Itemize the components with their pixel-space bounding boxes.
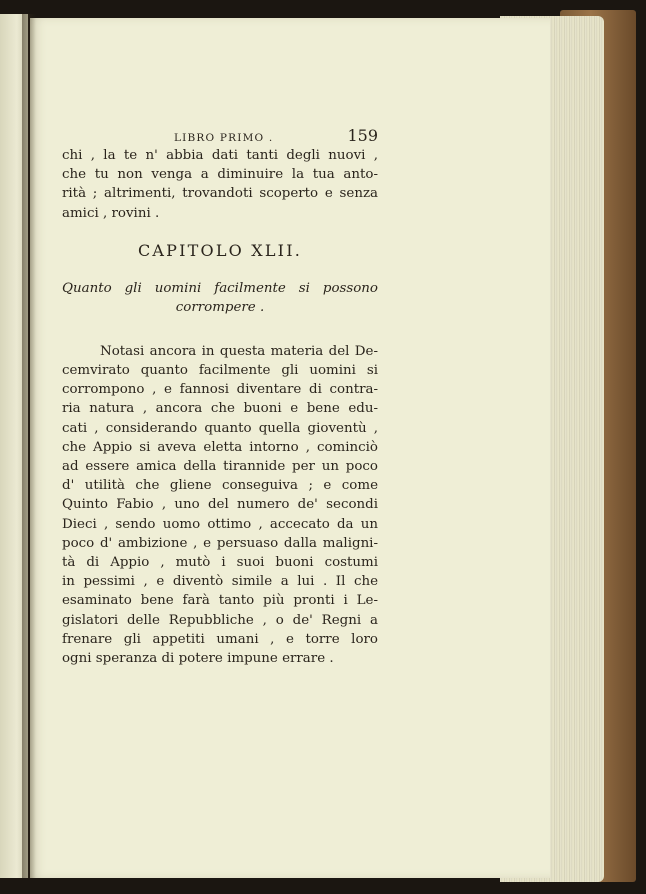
- body-paragraph: [62, 342, 378, 668]
- text-line: cemvirato quanto facilmente gli uomini si: [62, 363, 378, 379]
- text-line: che tu non venga a diminuire la tua anto-: [62, 167, 378, 183]
- page-text: [62, 124, 378, 668]
- text-line: poco d' ambizione , e persuaso dalla maligni-: [62, 535, 378, 551]
- intro-paragraph: [62, 146, 378, 223]
- text-line: cati , considerando quanto quella gioventù ,: [62, 420, 378, 436]
- text-line: Dieci , sendo uomo ottimo , accecato da un: [62, 516, 378, 532]
- chapter-heading: CAPITOLO XLII.: [137, 240, 303, 260]
- text-line: rità ; altrimenti, trovandoti scoperto e senza: [62, 186, 378, 202]
- text-line: che Appio si aveva eletta intorno , cominciò: [62, 439, 378, 455]
- text-line: ogni speranza di potere impune errare .: [62, 651, 334, 667]
- text-line: ad essere amica della tirannide per un poco: [62, 459, 378, 475]
- text-line: ria natura , ancora che buoni e bene edu-: [62, 401, 378, 417]
- text-line: d' utilità che gliene conseguiva ; e come: [62, 478, 378, 494]
- text-line: frenare gli appetiti umani , e torre loro: [62, 631, 378, 647]
- chapter-subtitle: [62, 279, 378, 318]
- book-gutter: [22, 14, 36, 878]
- text-line: esaminato bene farà tanto più pronti i Le-: [62, 593, 378, 609]
- text-line: corrompono , e fannosi diventare di contra-: [62, 382, 378, 398]
- text-line: Quinto Fabio , uno del numero de' secondi: [62, 497, 378, 513]
- running-head: [62, 124, 378, 146]
- running-head-title: LIBRO PRIMO .: [174, 132, 274, 144]
- subtitle-line: Quanto gli uomini facilmente si possono: [62, 280, 378, 296]
- page-number: 159: [347, 126, 378, 145]
- text-line: tà di Appio , mutò i suoi buoni costumi: [62, 555, 378, 571]
- text-line: gislatori delle Repubbliche , o de' Regni a: [62, 612, 378, 628]
- text-line: Notasi ancora in questa materia del De-: [100, 343, 378, 359]
- text-line: chi , la te n' abbia dati tanti degli nuovi ,: [62, 148, 378, 163]
- subtitle-line: corrompere .: [175, 300, 265, 316]
- text-line: in pessimi , e diventò simile a lui . Il che: [62, 574, 378, 590]
- text-line: amici , rovini .: [62, 205, 160, 221]
